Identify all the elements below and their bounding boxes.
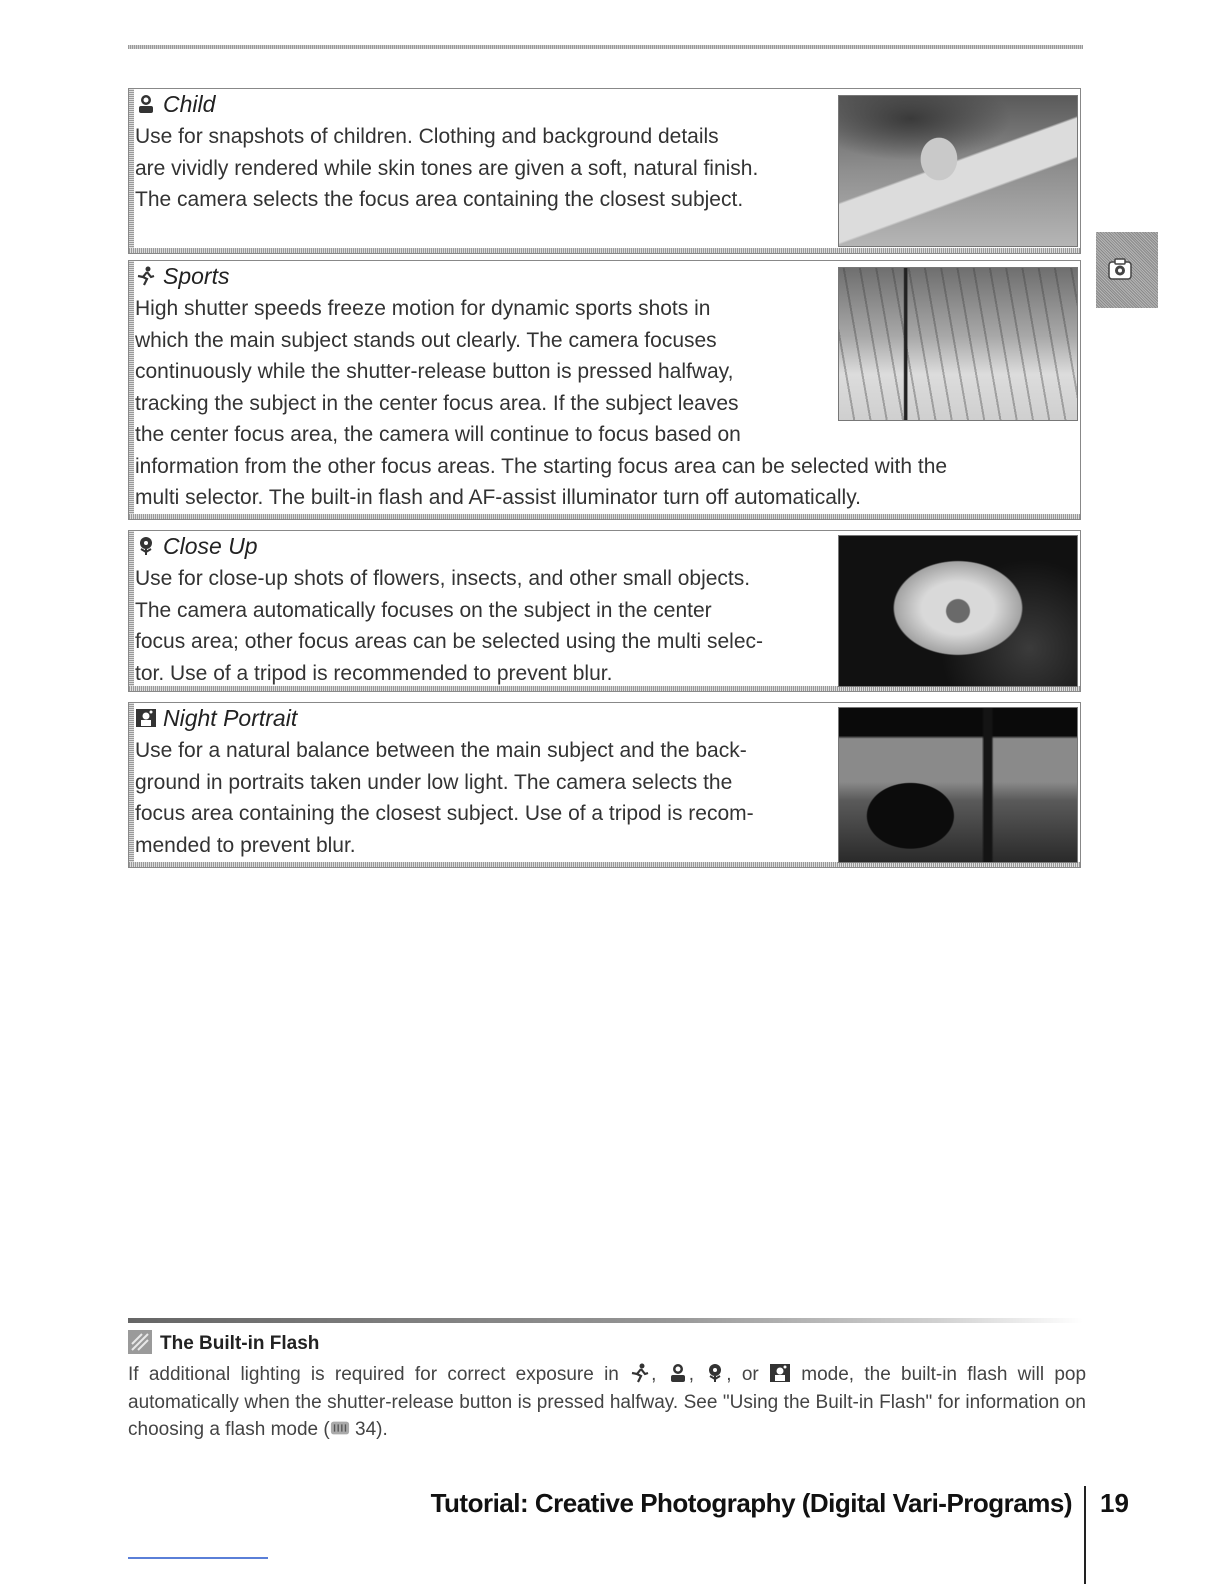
note-icon xyxy=(128,1330,152,1354)
sports-sample-photo xyxy=(838,267,1078,421)
close-up-mode-icon xyxy=(135,536,157,556)
mode-description-close-up: Use for close-up shots of flowers, insects, and other small objects. The camera automatically focuses on the subject in the center focus area; other focus areas can be selected using the multi selec- tor. Use of a tripod is recommended to prevent blur. xyxy=(135,567,764,685)
camera-icon xyxy=(1108,258,1132,280)
night-portrait-mode-icon xyxy=(769,1363,791,1383)
bottom-link-line xyxy=(128,1557,268,1559)
mode-description-child: Use for snapshots of children. Clothing and background details are vividly rendered while skin tones are given a soft, natural finish. The camera selects the focus area containing the closest subject. xyxy=(135,125,759,211)
mode-title-sports: Sports xyxy=(135,263,229,290)
mode-title-child: Child xyxy=(135,91,215,118)
mode-description-night-portrait: Use for a natural balance between the main subject and the back- ground in portraits taken under low light. The camera selects the focus area containing the closest subject. Use of a tripod is recom- mended to prevent blur. xyxy=(135,739,754,857)
child-mode-icon xyxy=(135,94,157,114)
night-portrait-sample-photo xyxy=(838,707,1078,863)
note-text: If additional lighting is required for correct exposure in , , , or mode, the built-in flash will pop automatically when the shutter-release button is pressed halfway. See "Using the Built-in Flash" for information on choosing a flash mode ( 34). xyxy=(128,1364,1087,1440)
top-rule xyxy=(128,45,1083,49)
mode-section-close-up xyxy=(128,530,1081,692)
mode-title-night-portrait: Night Portrait xyxy=(135,705,297,732)
mode-section-sports xyxy=(128,260,1081,520)
close-up-mode-icon xyxy=(704,1363,726,1383)
sports-mode-icon xyxy=(135,266,157,286)
note-rule xyxy=(128,1318,1083,1323)
child-sample-photo xyxy=(838,95,1078,247)
night-portrait-mode-icon xyxy=(135,708,157,728)
footer-chapter-title: Tutorial: Creative Photography (Digital Vari-Programs) xyxy=(430,1488,1072,1518)
mode-title-close-up: Close Up xyxy=(135,533,258,560)
close-up-sample-photo xyxy=(838,535,1078,687)
sports-mode-icon xyxy=(629,1363,651,1383)
note-title: The Built-in Flash xyxy=(128,1330,319,1355)
page-reference[interactable]: 34 xyxy=(355,1419,377,1440)
page-reference-icon xyxy=(330,1418,350,1438)
child-mode-icon xyxy=(667,1363,689,1383)
mode-section-child xyxy=(128,88,1081,254)
mode-description-sports: High shutter speeds freeze motion for dynamic sports shots in which the main subject stands out clearly. The camera focuses continuously while the shutter-release button is pressed halfway, tracking the subject in the center focus area. If the subject leaves the center focus area, the camera will continue to focus based on information from the other focus areas. The starting focus area can be selected with the multi selector. The built-in flash and AF-assist illuminator turn off automatically. xyxy=(135,297,948,509)
page-number: 19 xyxy=(1100,1488,1129,1518)
mode-section-night-portrait xyxy=(128,702,1081,868)
chapter-tab xyxy=(1096,232,1158,308)
footer-divider xyxy=(1084,1486,1086,1584)
